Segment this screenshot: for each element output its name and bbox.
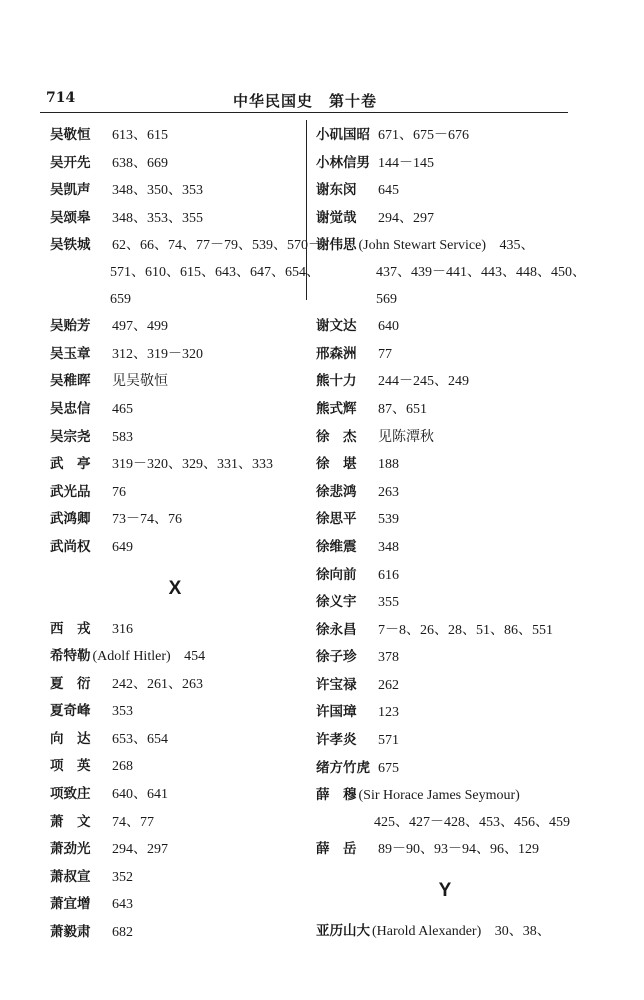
entry-pages: 262	[378, 677, 399, 693]
entry-name: 吴稚晖	[50, 373, 91, 390]
index-entry	[50, 753, 300, 781]
entry-pages-continued: 569	[376, 291, 397, 307]
right-column	[316, 122, 586, 946]
entry-pages: 188	[378, 457, 399, 473]
entry-name: 向 达	[50, 730, 91, 747]
entry-pages: 649	[112, 539, 133, 555]
entry-pages: 242、261、263	[112, 676, 203, 692]
index-list-x-cont	[316, 122, 586, 864]
entry-name: 吴铁城	[50, 237, 91, 254]
entry-pages: 294、297	[112, 842, 168, 858]
entry-name: 武光品	[50, 483, 91, 500]
entry-pages: 353	[112, 704, 133, 720]
entry-name: 徐 堪	[316, 456, 357, 473]
index-entry	[316, 479, 574, 507]
index-entry	[50, 368, 300, 396]
entry-pages: 319－320、329、331、333	[112, 457, 273, 473]
entry-name: 吴敬恒	[50, 127, 91, 143]
entry-pages: 74、77	[112, 814, 154, 830]
index-entry	[316, 424, 574, 452]
entry-name: 徐向前	[316, 566, 357, 583]
entry-name: 武尚权	[50, 538, 91, 555]
entry-pages: 643	[112, 897, 133, 913]
index-entry	[50, 534, 300, 562]
index-entry	[50, 150, 300, 178]
entry-pages: 348、350、353	[112, 183, 203, 199]
left-column	[50, 122, 322, 947]
entry-name: 徐维震	[316, 538, 357, 555]
entry-original-name: (Adolf Hitler)	[92, 649, 171, 665]
entry-pages: 87、651	[378, 401, 427, 417]
entry-name: 吴凯声	[50, 182, 91, 199]
index-entry	[316, 313, 574, 341]
entry-name: 许国璋	[316, 704, 357, 721]
index-entry	[50, 396, 300, 424]
entry-pages: 653、654	[112, 731, 168, 747]
entry-pages: 497、499	[112, 319, 168, 335]
index-list-x	[50, 616, 300, 947]
entry-name: 武鸿卿	[50, 511, 91, 528]
entry-pages: 640、641	[112, 787, 168, 803]
entry-pages-continued: 571、610、615、643、647、654、	[110, 264, 320, 280]
entry-name: 徐 杰	[316, 428, 357, 445]
entry-name: 萧宜增	[50, 896, 91, 913]
index-entry	[316, 699, 574, 727]
entry-pages: 435、	[499, 238, 535, 254]
entry-pages: 73－74、76	[112, 512, 182, 528]
entry-pages: 640	[378, 319, 399, 335]
entry-name: 小矶国昭	[316, 127, 370, 143]
entry-name: 亚历山大	[316, 923, 370, 940]
entry-name: 吴颂皋	[50, 209, 91, 226]
entry-name: 项 英	[50, 758, 91, 775]
section-letter-y: Y	[438, 880, 452, 902]
entry-pages: 613、615	[112, 128, 168, 143]
index-entry	[50, 864, 300, 892]
entry-name: 吴忠信	[50, 400, 91, 417]
entry-name: 徐思平	[316, 511, 357, 528]
entry-name: 萧毅肃	[50, 924, 91, 941]
page-number: 714	[46, 90, 76, 106]
index-entry	[316, 782, 574, 836]
entry-name: 谢文达	[316, 318, 357, 335]
entry-pages: 348、353、355	[112, 210, 203, 226]
entry-name: 许宝禄	[316, 676, 357, 693]
entry-name: 熊十力	[316, 373, 357, 390]
entry-name: 薛 岳	[316, 841, 357, 858]
entry-original-name: (Sir Horace James Seymour)	[358, 788, 520, 804]
entry-pages: 645	[378, 183, 399, 199]
index-entry	[316, 396, 574, 424]
entry-name: 西 戎	[50, 620, 91, 637]
index-entry	[316, 918, 574, 946]
index-entry	[50, 643, 300, 671]
index-entry	[316, 506, 574, 534]
index-entry	[50, 891, 300, 919]
index-entry	[50, 232, 322, 313]
entry-pages: 62、66、74、77－79、539、570－	[112, 238, 322, 254]
entry-name: 夏 衍	[50, 675, 91, 692]
entry-name: 希特勒	[50, 648, 91, 665]
entry-name: 徐子珍	[316, 649, 357, 666]
header-rule	[40, 112, 568, 113]
index-entry	[50, 424, 300, 452]
entry-name: 吴开先	[50, 154, 91, 171]
entry-name: 徐悲鸿	[316, 483, 357, 500]
entry-original-name: (John Stewart Service)	[358, 238, 487, 254]
entry-name: 吴宗尧	[50, 428, 91, 445]
entry-name: 谢东闵	[316, 182, 357, 199]
entry-pages-continued: 425、427－428、453、456、459	[374, 814, 570, 830]
index-entry	[316, 122, 574, 150]
entry-original-name: (Harold Alexander)	[372, 924, 482, 940]
index-entry	[316, 672, 574, 700]
index-entry	[316, 232, 586, 313]
index-entry	[316, 177, 574, 205]
entry-pages: 89－90、93－94、96、129	[378, 842, 539, 858]
entry-pages: 583	[112, 429, 133, 445]
index-entry	[50, 205, 300, 233]
entry-pages: 76	[112, 484, 126, 500]
entry-pages: 675	[378, 760, 399, 776]
entry-pages: 312、319－320	[112, 346, 203, 362]
index-entry	[50, 616, 300, 644]
index-entry	[50, 919, 300, 947]
entry-name: 邢森洲	[316, 345, 357, 362]
index-entry	[50, 726, 300, 754]
index-entry	[316, 562, 574, 590]
entry-pages: 671、675－676	[378, 128, 469, 143]
entry-pages: 465	[112, 401, 133, 417]
entry-pages: 268	[112, 759, 133, 775]
entry-pages: 378	[378, 650, 399, 666]
index-entry	[50, 836, 300, 864]
index-entry	[50, 698, 300, 726]
entry-pages: 316	[112, 621, 133, 637]
index-entry	[316, 150, 574, 178]
index-entry	[50, 809, 300, 837]
index-entry	[316, 368, 574, 396]
entry-pages-continued: 659	[110, 291, 131, 307]
entry-name: 萧叔宣	[50, 868, 91, 885]
entry-pages: 263	[378, 484, 399, 500]
index-list-w	[50, 122, 322, 562]
entry-pages: 539	[378, 512, 399, 528]
entry-name: 谢伟思	[316, 237, 357, 254]
index-entry	[316, 534, 574, 562]
entry-pages: 7－8、26、28、51、86、551	[378, 622, 553, 638]
running-title: 中华民国史 第十卷	[232, 92, 377, 110]
entry-pages-continued: 437、439－441、443、448、450、	[376, 264, 586, 280]
entry-pages: 682	[112, 925, 133, 941]
index-list-y	[316, 918, 574, 946]
index-entry	[316, 589, 574, 617]
entry-pages: 77	[378, 346, 392, 362]
entry-pages: 123	[378, 705, 399, 721]
section-letter-x: X	[168, 577, 182, 599]
entry-pages: 见吴敬恒	[112, 374, 168, 390]
entry-name: 薛 穆	[316, 787, 357, 804]
entry-pages: 352	[112, 869, 133, 885]
index-entry	[316, 644, 574, 672]
index-entry	[316, 727, 574, 755]
entry-pages: 454	[184, 649, 206, 665]
entry-pages: 616	[378, 567, 399, 583]
entry-name: 徐义宇	[316, 594, 357, 611]
index-entry	[50, 506, 300, 534]
entry-pages: 144－145	[378, 155, 434, 171]
entry-name: 吴贻芳	[50, 318, 91, 335]
entry-name: 谢觉哉	[316, 209, 357, 226]
index-entry	[50, 341, 300, 369]
index-entry	[316, 341, 574, 369]
entry-name: 武 亭	[50, 456, 91, 473]
entry-name: 绪方竹虎	[316, 759, 370, 776]
entry-pages: 244－245、249	[378, 374, 469, 390]
entry-name: 夏奇峰	[50, 703, 91, 720]
index-entry	[316, 451, 574, 479]
index-entry	[316, 205, 574, 233]
entry-pages: 571	[378, 733, 399, 749]
index-entry	[50, 451, 300, 479]
entry-pages: 294、297	[378, 210, 434, 226]
entry-pages: 见陈潭秋	[378, 429, 434, 445]
index-entry	[50, 122, 300, 150]
index-entry	[316, 836, 574, 864]
index-entry	[50, 479, 300, 507]
entry-name: 项致庄	[50, 786, 91, 803]
entry-name: 小林信男	[316, 154, 370, 171]
index-entry	[50, 313, 300, 341]
index-entry	[50, 671, 300, 699]
index-entry	[316, 617, 574, 645]
entry-pages: 348	[378, 539, 399, 555]
entry-name: 熊式辉	[316, 400, 357, 417]
entry-pages: 355	[378, 595, 399, 611]
entry-pages: 30、38、	[494, 924, 551, 940]
entry-pages: 638、669	[112, 155, 168, 171]
entry-name: 徐永昌	[316, 621, 357, 638]
page-header	[40, 78, 570, 110]
index-entry	[316, 755, 574, 783]
entry-name: 许孝炎	[316, 732, 357, 749]
index-entry	[50, 177, 300, 205]
entry-name: 吴玉章	[50, 345, 91, 362]
entry-name: 萧 文	[50, 813, 91, 830]
entry-name: 萧劲光	[50, 841, 91, 858]
index-entry	[50, 781, 300, 809]
